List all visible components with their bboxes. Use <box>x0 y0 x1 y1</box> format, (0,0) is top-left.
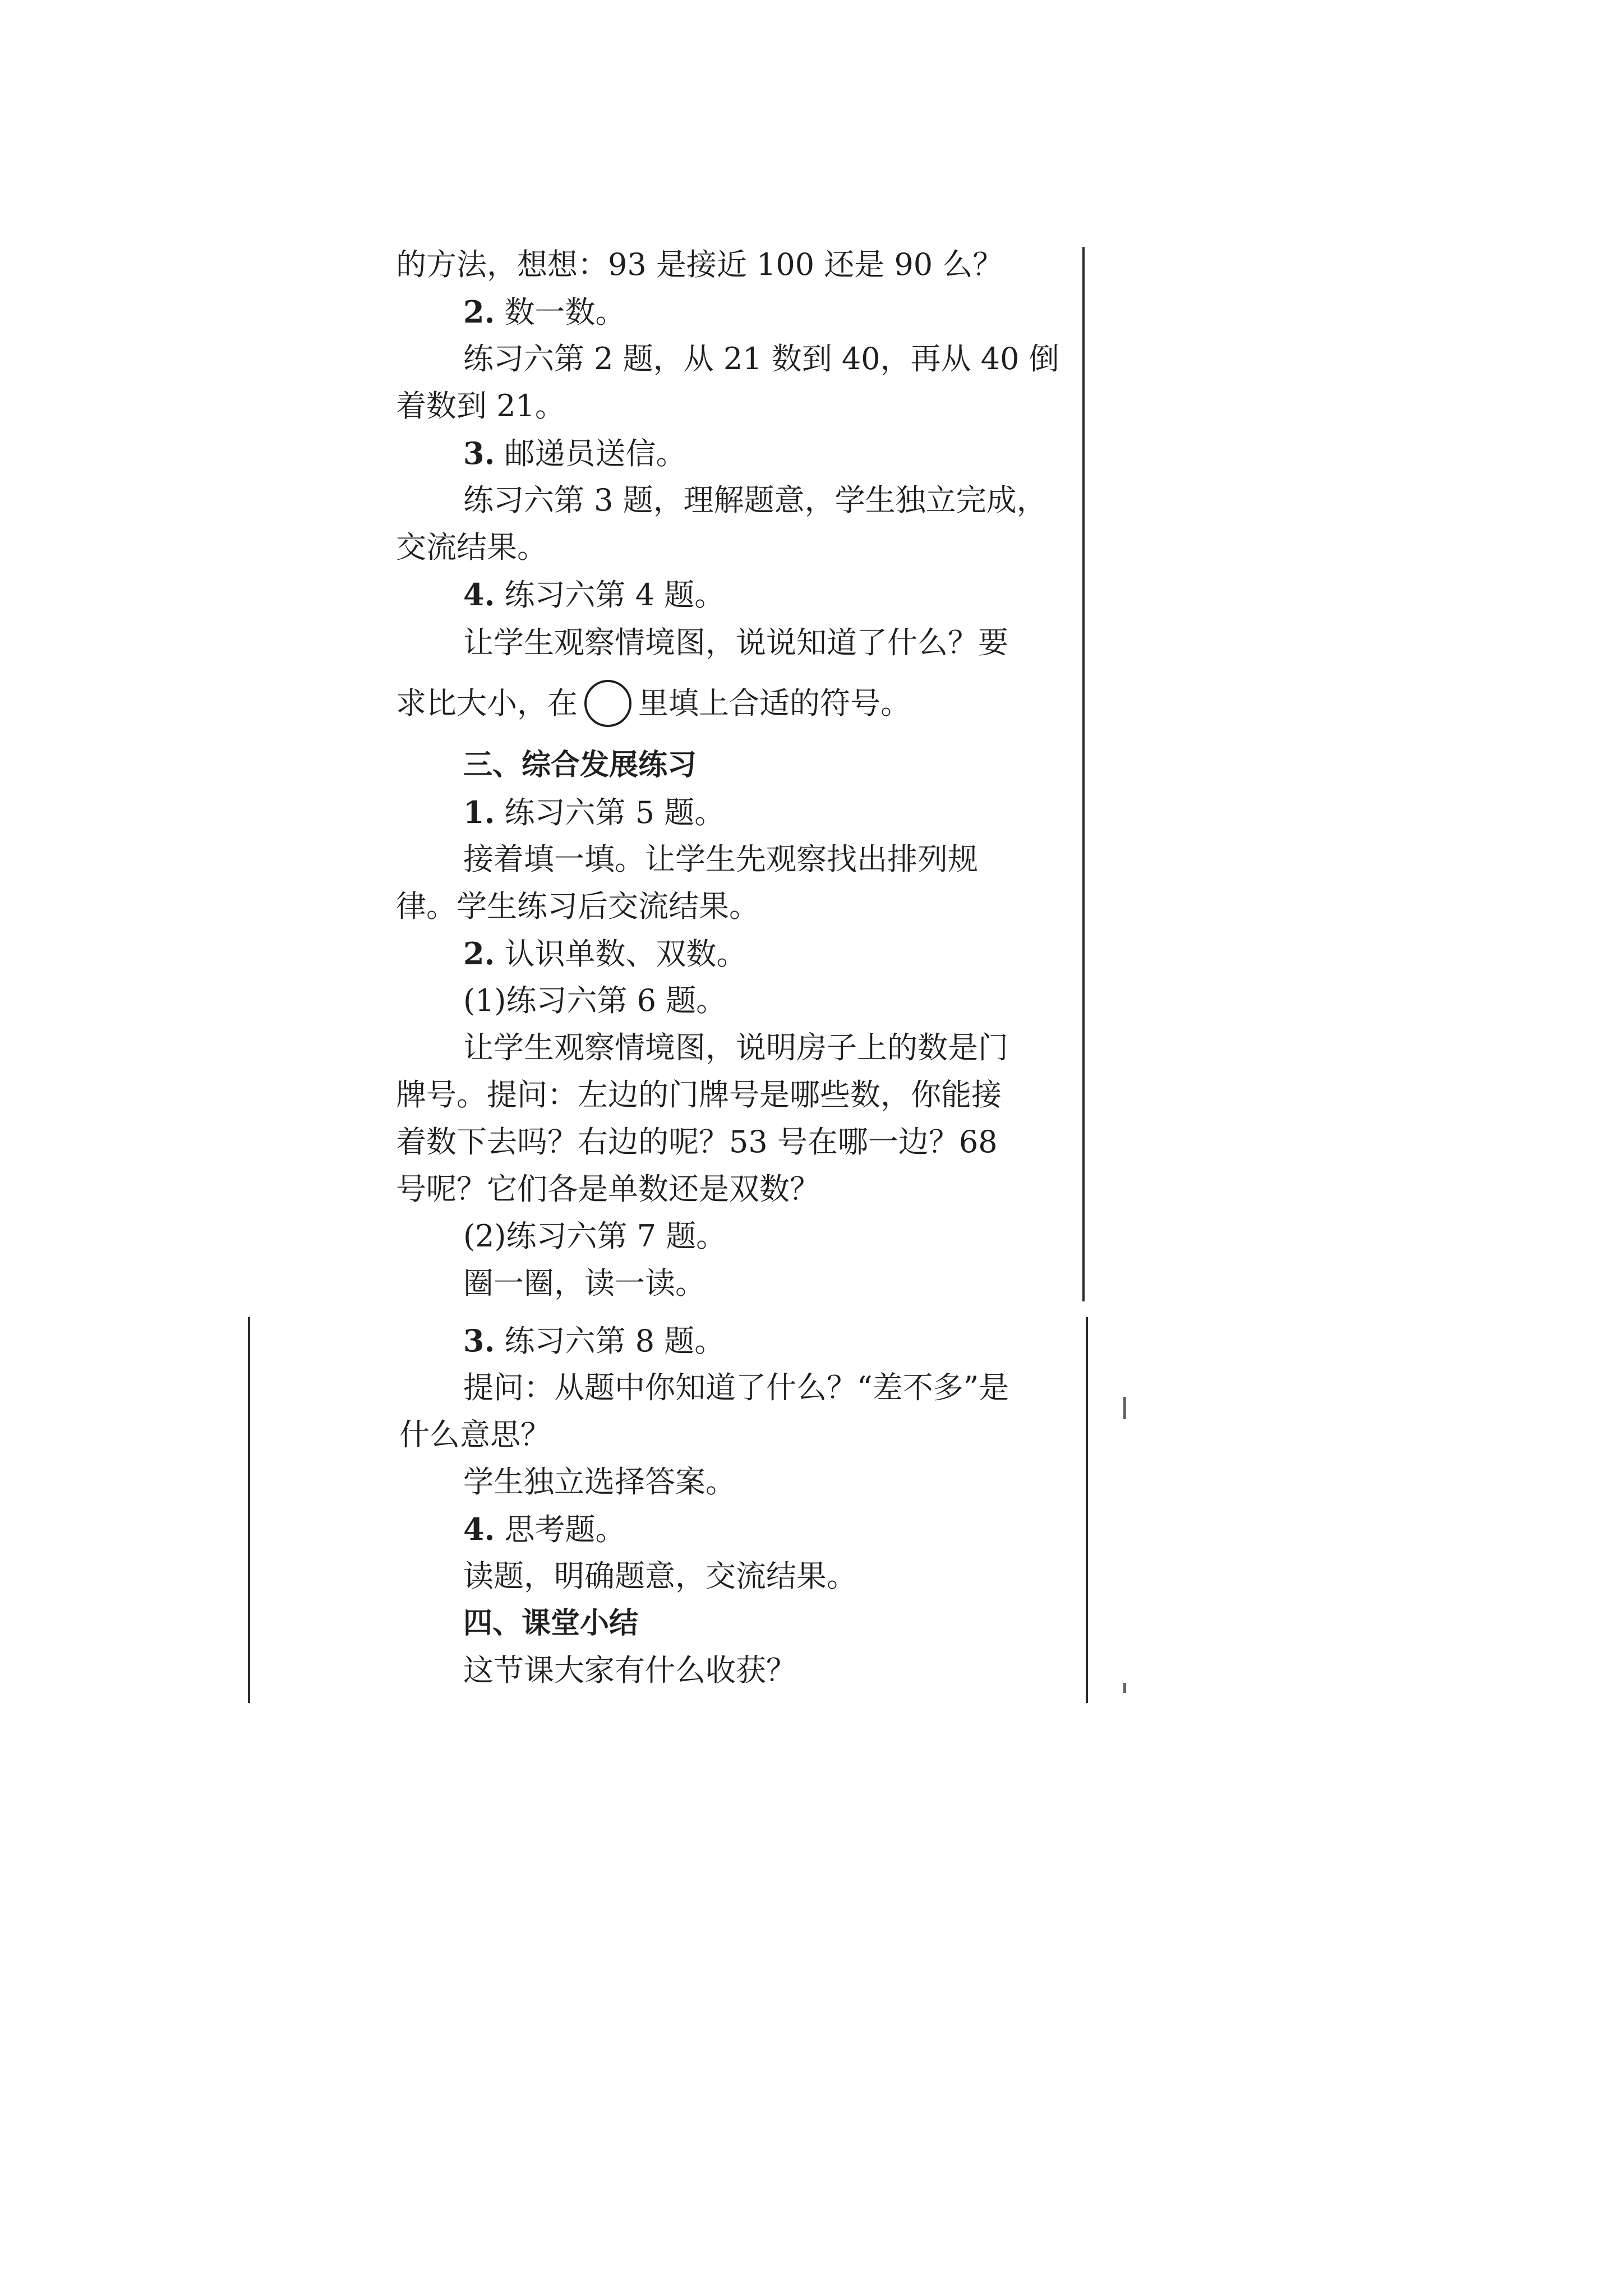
item-number: 2. <box>463 936 495 972</box>
item-number: 3. <box>463 1323 495 1359</box>
edge-mark <box>1123 1397 1126 1419</box>
text-line <box>396 680 911 727</box>
item-line <box>463 288 626 335</box>
text-line: 什么意思？ <box>399 1417 551 1452</box>
text-line: 学生独立选择答案。 <box>463 1464 736 1499</box>
text-line: 让学生观察情境图，说明房子上的数是门 <box>463 1030 1008 1065</box>
text-line: 交流结果。 <box>396 530 547 565</box>
item-number: 4. <box>463 577 495 613</box>
item-text: 练习六第 4 题。 <box>495 577 725 613</box>
section-heading: 三、综合发展练习 <box>463 748 697 782</box>
item-text: 邮递员送信。 <box>495 436 686 471</box>
text-line: 圈一圈，读一读。 <box>463 1266 706 1301</box>
item-number: 3. <box>463 435 495 471</box>
text-part: 里填上合适的符号。 <box>638 685 911 721</box>
text-line: 提问：从题中你知道了什么？“差不多”是 <box>463 1370 1009 1405</box>
item-number: 1. <box>463 794 495 830</box>
item-line <box>463 930 747 977</box>
text-line: 练习六第 2 题，从 21 数到 40，再从 40 倒 <box>463 341 1059 376</box>
item-line <box>463 789 725 836</box>
text-line: 号呢？它们各是单数还是双数？ <box>396 1171 820 1207</box>
text-line: (1)练习六第 6 题。 <box>463 983 727 1018</box>
text-line: 这节课大家有什么收获？ <box>463 1653 796 1688</box>
item-text: 认识单数、双数。 <box>495 936 747 972</box>
text-part: 求比大小，在 <box>396 685 578 721</box>
text-line: (2)练习六第 7 题。 <box>463 1218 727 1254</box>
right-rule-top <box>1082 247 1085 1301</box>
item-text: 练习六第 8 题。 <box>495 1323 725 1359</box>
item-line <box>463 571 725 618</box>
item-text: 数一数。 <box>495 295 626 330</box>
section-heading: 四、课堂小结 <box>463 1607 639 1640</box>
blank-circle-icon <box>584 680 631 727</box>
text-line: 着数到 21。 <box>396 388 565 424</box>
text-line: 读题，明确题意，交流结果。 <box>463 1558 857 1594</box>
edge-mark <box>1123 1683 1126 1693</box>
item-line <box>463 1506 626 1553</box>
text-line: 律。学生练习后交流结果。 <box>396 889 759 924</box>
item-number: 4. <box>463 1511 495 1547</box>
text-line: 接着填一填。让学生先观察找出排列规 <box>463 841 978 877</box>
item-text: 练习六第 5 题。 <box>495 795 725 830</box>
text-line: 让学生观察情境图，说说知道了什么？要 <box>463 625 1008 660</box>
left-rule-bottom <box>248 1317 250 1703</box>
text-line: 练习六第 3 题，理解题意，学生独立完成， <box>463 482 1047 518</box>
right-rule-bottom <box>1086 1317 1088 1703</box>
text-line: 的方法，想想：93 是接近 100 还是 90 么？ <box>396 247 1003 282</box>
text-line: 牌号。提问：左边的门牌号是哪些数，你能接 <box>396 1077 1002 1112</box>
item-line <box>463 430 686 477</box>
text-line: 着数下去吗？右边的呢？53 号在哪一边？68 <box>396 1124 998 1159</box>
item-text: 思考题。 <box>495 1512 626 1547</box>
item-number: 2. <box>463 294 495 330</box>
item-line <box>463 1317 725 1364</box>
